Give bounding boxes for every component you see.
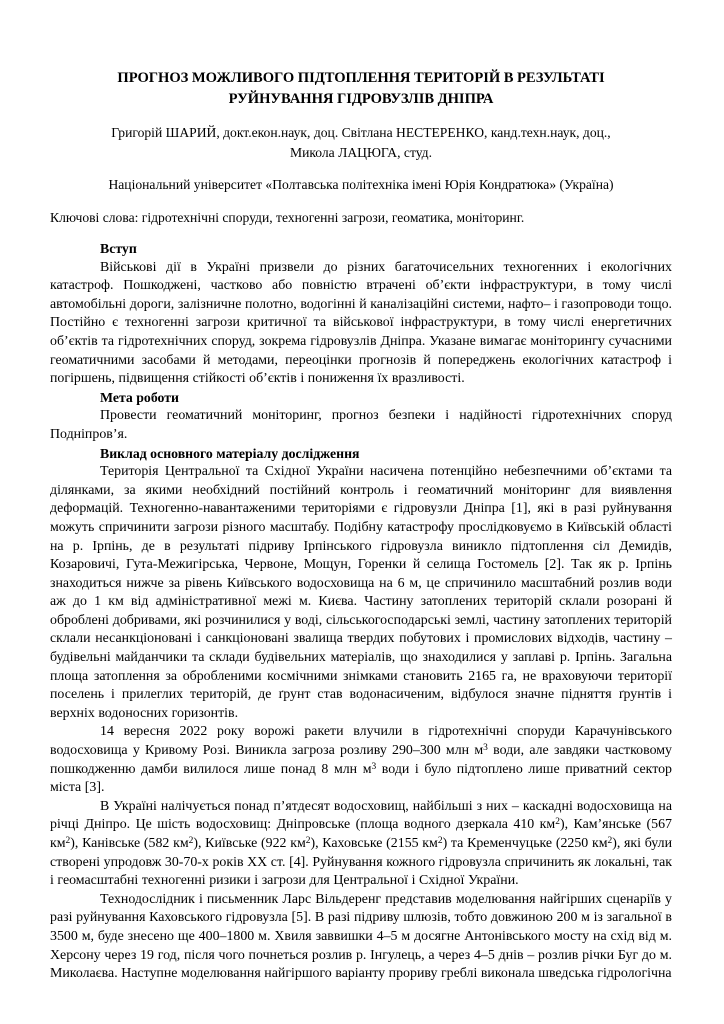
paragraph-reservoirs — [50, 798, 672, 891]
paragraph-wilderang: Технодослідник і письменник Ларс Вільдеренг представив моделювання найгірших сценаріїв у разі руйнування Каховського гідровузла [5]. В разі підриву шлюзів, тобто довжиною 200 м із загальної в 3500 м, буде знесено ще 400–1800 м. Хвиля заввишки 4–5 м досягне Антонівського мосту на схід від м. Херсону через 19 год, після чого почнеться розлив р. Інгулець, а через 4–5 днів – розлив річки Буг до м. Миколаєва. Наступне моделювання найгіршого варіанту прориву греблі виконала шведська гідрологічна — [50, 891, 672, 982]
page-title — [50, 0, 672, 110]
page-title-line-1: ПРОГНОЗ МОЖЛИВОГО ПІДТОПЛЕННЯ ТЕРИТОРІЙ В РЕЗУЛЬТАТІ — [117, 70, 605, 86]
author-line-2: Микола ЛАЦЮГА, студ. — [290, 144, 432, 160]
karachuniv-text-part-1: 14 вересня 2022 року ворожі ракети влучили в гідротехнічні споруди Карачунівського водосховища у Кривому Розі. Виникла загроза розливу 290–300 млн м — [50, 724, 672, 759]
reservoirs-text-part-1: В Україні налічується понад п’ятдесят водосховищ, найбільші з них – каскадні водосховища на річці Дніпро. Це шість водосховищ: Дніпровське (площа водного дзеркала 410 км — [50, 798, 672, 833]
author-list — [50, 110, 672, 162]
superscript-square-4: 2 — [305, 836, 311, 847]
section-heading-meta-roboty: Мета роботи — [100, 389, 179, 405]
superscript-cubic-2: 3 — [371, 761, 377, 772]
keywords: Ключові слова: гідротехнічні споруди, техногенні загрози, геоматика, моніторинг. — [50, 210, 525, 225]
superscript-square-5: 2 — [437, 836, 443, 847]
paragraph-vstup-1: Військові дії в Україні призвели до різних багаточисельних техногенних і екологічних катастроф. Пошкоджені, частково або повністю втрачені об’єкти інфраструктури, в тому числі автомобільні дороги, залізничне полотно, водогінні й каналізаційні системи, нафто– і газопроводи тощо. Постійно є техногенні загрози критичної та військової інфраструктури, в тому числі енергетичних об’єктів та гідротехнічних споруд, зокрема гідровузлів Дніпра. Указане вимагає моніторингу сучасними геоматичними засобами й методами, переоцінки прогнозів й попереджень екологічних катастроф і погіршень, підвищення стійкості об’єктів і пониження їх вразливості. — [50, 259, 672, 387]
paragraph-meta-1: Провести геоматичний моніторинг, прогноз безпеки і надійності гідротехнічних споруд Подніпров’я. — [50, 408, 672, 442]
karachuniv-text-part-2: води, але завдяки частковому пошкодженню дамби вилилося лише понад 8 млн м — [50, 743, 672, 777]
superscript-square-3: 2 — [188, 836, 194, 847]
superscript-square-6: 2 — [607, 836, 613, 847]
superscript-cubic-1: 3 — [483, 743, 488, 754]
page-title-line-2: РУЙНУВАННЯ ГІДРОВУЗЛІВ ДНІПРА — [228, 91, 494, 107]
page-content — [50, 0, 672, 984]
paragraph-karachuniv — [50, 723, 672, 797]
reservoirs-text-part-3: ), Канівське (582 км — [70, 836, 189, 851]
reservoirs-text-part-7: ), які були створені упродовж 30-70-х років XX ст. [4]. Руйнування кожного гідровузла спричинить як локальні, так і геомасштабні техногенні ризики і загрози для Центральної і Східної України. — [50, 836, 673, 889]
reservoirs-text-part-2: ), Кам’янське (567 км — [50, 817, 673, 851]
reservoirs-text-part-5: ), Каховське (2155 км — [310, 836, 438, 851]
affiliation: Національний університет «Полтавська політехніка імені Юрія Кондратюка» (Україна) — [108, 177, 614, 192]
author-line-1: Григорій ШАРИЙ, докт.екон.наук, доц. Світлана НЕСТЕРЕНКО, канд.техн.наук, доц., — [111, 125, 611, 140]
karachuniv-text-part-3: води і було підтоплено лише приватний сектор міста [3]. — [50, 761, 672, 796]
section-heading-vyklad: Виклад основного матеріалу дослідження — [100, 445, 360, 461]
reservoirs-text-part-4: ), Київське (922 км — [193, 836, 306, 851]
reservoirs-text-part-6: ) та Кременчуцьке (2250 км — [442, 836, 608, 851]
superscript-square-1: 2 — [555, 817, 560, 828]
section-heading-vstup: Вступ — [100, 241, 137, 256]
paragraph-vyklad-1: Територія Центральної та Східної України насичена потенційно небезпечними об’єктами та ділянками, за якими необхідний постійний контроль і геоматичний моніторинг для виявлення деформацій. Техногенно-навантаженими територіями є гідровузли Дніпра [1], які в разі руйнування можуть спричинити загрози різного масштабу. Подібну катастрофу прослідковуємо в Київській області на р. Ірпінь, де в результаті підриву Ірпінського гідровузла виникло підтоплення сіл Демидів, Козаровичі, Гута-Межигірська, Червоне, Мощун, Горенки й селища Гостомель [2]. Так як р. Ірпінь знаходиться нижче за рівень Київського водосховища на 6 м, це спричинило масштабний розлив води аж до 1 км від адміністративної межі м. Києва. Частину затоплених територій склали розорані й оброблені добривами, які розчинилися у воді, сільськогосподарські землі, частину затоплених територій склали несанкціоновані і санкціоновані звалища твердих побутових і промислових відходів, частину – будівельні майданчики та склади будівельних матеріалів, що знаходилися у заплаві р. Ірпінь. Загальна площа затоплення за обробленими космічними знімками становить 2165 га, не враховуючи території поселень і прилеглих територій, де ґрунт став водонасиченим, відбулося значне підняття ґрунтів і верхніх водоносних горизонтів. — [50, 464, 672, 721]
superscript-square-2: 2 — [65, 836, 71, 847]
